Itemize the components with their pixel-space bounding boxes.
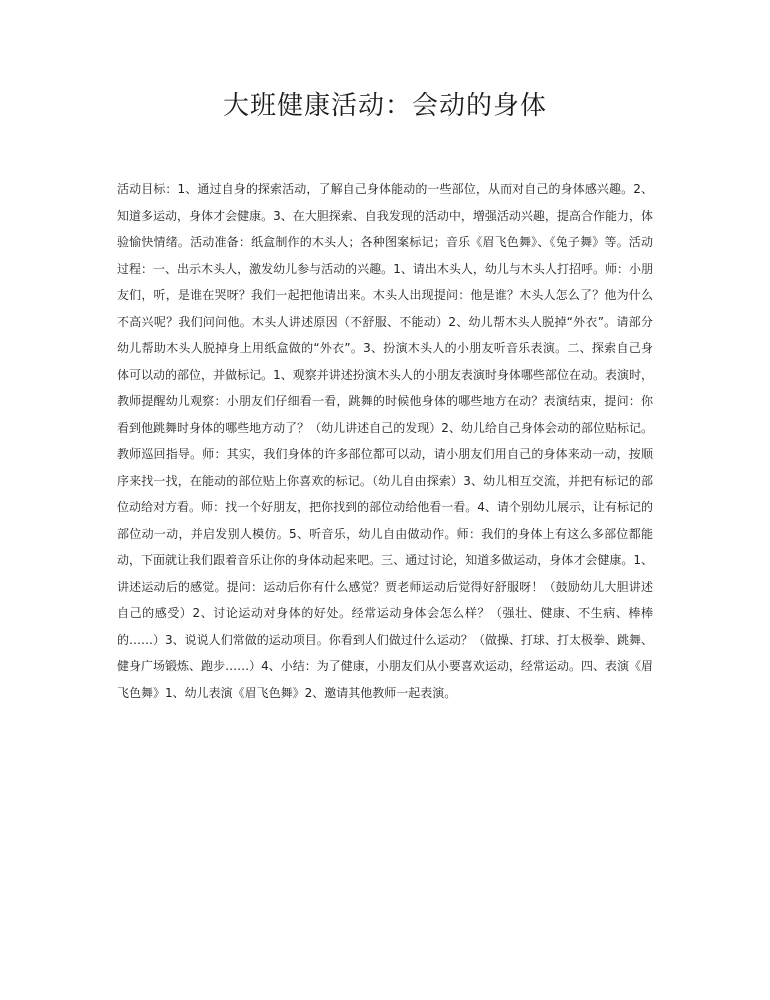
document-title: 大班健康活动：会动的身体 [222, 91, 547, 121]
document-body: 活动目标：1、通过自身的探索活动，了解自己身体能动的一些部位，从而对自己的身体感兴趣。2、知道多运动，身体才会健康。3、在大胆探索、自我发现的活动中，增强活动兴趣，提高合作能力，体验愉快情绪。活动准备：纸盒制作的木头人；各种图案标记；音乐《眉飞色舞》、《兔子舞》等。活动过程：一、出示木头人，激发幼儿参与活动的兴趣。1、请出木头人，幼儿与木头人打招呼。师：小朋友们，听，是谁在哭呀？我们一起把他请出来。木头人出现提问：他是谁？木头人怎么了？他为什么不高兴呢？我们问问他。木头人讲述原因（不舒服、不能动）2、幼儿帮木头人脱掉“外衣”。请部分幼儿帮助木头人脱掉身上用纸盒做的“外衣”。3、扮演木头人的小朋友听音乐表演。二、探索自己身体可以动的部位，并做标记。1、观察并讲述扮演木头人的小朋友表演时身体哪些部位在动。表演时，教师提醒幼儿观察：小朋友们仔细看一看，跳舞的时候他身体的哪些地方在动？表演结束，提问：你看到他跳舞时身体的哪些地方动了？（幼儿讲述自己的发现）2、幼儿给自己身体会动的部位贴标记。教师巡回指导。师：其实，我们身体的许多部位都可以动，请小朋友们用自己的身体来动一动，按顺序来找一找，在能动的部位贴上你喜欢的标记。（幼儿自由探索）3、幼儿相互交流，并把有标记的部位动给对方看。师：找一个好朋友，把你找到的部位动给他看一看。4、请个别幼儿展示，让有标记的部位动一动，并启发别人模仿。5、听音乐，幼儿自由做动作。师：我们的身体上有这么多部位都能动，下面就让我们跟着音乐让你的身体动起来吧。三、通过讨论，知道多做运动，身体才会健康。1、讲述运动后的感觉。提问：运动后你有什么感觉？贾老师运动后觉得好舒服呀！（鼓励幼儿大胆讲述自己的感受）2、讨论运动对身体的好处。经常运动身体会怎么样？（强壮、健康、不生病、棒棒的……）3、说说人们常做的运动项目。你看到人们做过什么运动？（做操、打球、打太极拳、跳舞、健身广场锻炼、跑步……）4、小结：为了健康，小朋友们从小要喜欢运动，经常运动。四、表演《眉飞色舞》1、幼儿表演《眉飞色舞》2、邀请其他教师一起表演。 [117, 182, 653, 700]
